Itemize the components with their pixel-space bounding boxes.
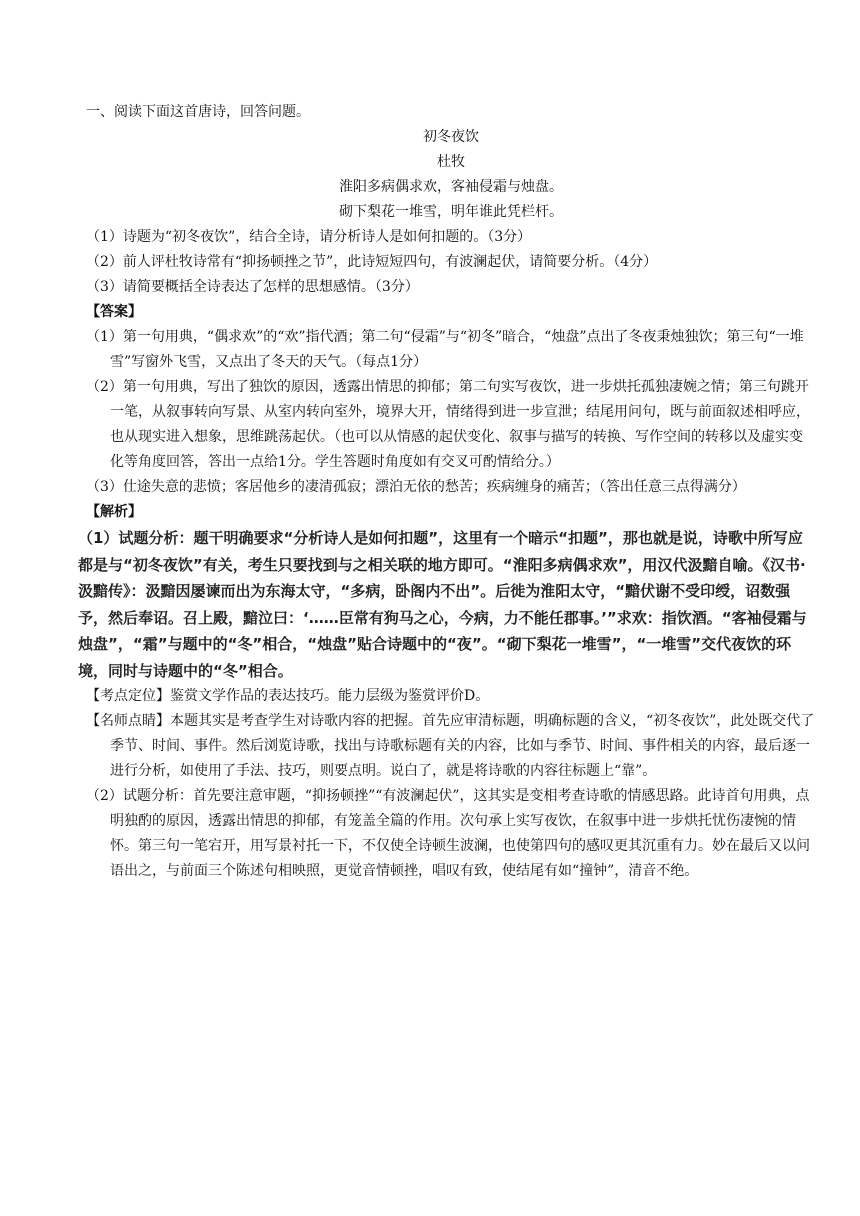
poem-line-1: 淮阳多病偶求欢，客袖侵霜与烛盘。 (339, 179, 563, 195)
answer-2: （2）第一句用典，写出了独饮的原因，透露出情思的抑郁；第二句实写夜饮，进一步烘托孤独凄婉之情；第三句跳开一笔，从叙事转向写景、从室内转向室外，境界大开，情绪得到进一步宣泄；结尾用问句，既与前面叙述相呼应，也从现实进入想象，思维跳荡起伏。（也可以从情感的起伏变化、叙事与描写的转换、写作空间的转移以及虚实变化等角度回答，答出一点给1分。学生答题时角度如有交叉可酌情给分。） (86, 379, 810, 470)
answer-label: 【答案】 (86, 304, 142, 320)
mingshi-label: 【名师点睛】 (86, 713, 170, 729)
analysis-2: （2）试题分析：首先要注意审题，“抑扬顿挫”“有波澜起伏”，这其实是变相考查诗歌的情感思路。此诗首句用典，点明独酌的原因，透露出情思的抑郁，有笼盖全篇的作用。次句承上实写夜饮，在叙事中进一步烘托忧伤凄惋的情怀。第三句一笔宕开，用写景衬托一下，不仅使全诗顿生波澜，也使第四句的感叹更其沉重有力。妙在最后又以问语出之，与前面三个陈述句相映照，更觉音情顿挫，唱叹有致，使结尾有如“撞钟”，清音不绝。 (86, 788, 810, 879)
answer-3: （3）仕途失意的悲愤；客居他乡的凄清孤寂；漂泊无依的愁苦；疾病缠身的痛苦；（答出任意三点得满分） (86, 479, 746, 495)
answer-1: （1）第一句用典，“偶求欢”的“欢”指代酒；第二句“侵霜”与“初冬”暗合，“烛盘”点出了冬夜秉烛独饮；第三句“一堆雪”写窗外飞雪，又点出了冬天的天气。（每点1分） (86, 329, 804, 370)
poem-line-2: 砌下梨花一堆雪，明年谁此凭栏杆。 (339, 204, 563, 220)
poem-author: 杜牧 (437, 154, 465, 170)
section-heading: 一、阅读下面这首唐诗，回答问题。 (86, 104, 310, 120)
question-1: （1）诗题为“初冬夜饮”，结合全诗，请分析诗人是如何扣题的。（3分） (86, 229, 532, 245)
analysis-1-scanned-text: （1）试题分析：题干明确要求“分析诗人是如何扣题”，这里有一个暗示“扣题”，那也就是说，诗歌中所写应都是与“初冬夜饮”有关，考生只要找到与之相关联的地方即可。“淮阳多病偶求欢”，用汉代汲黯自喻。《汉书·汲黯传》：汲黯因屡谏而出为东海太守，“多病，卧阁内不出”。后徙为淮阳太守，“黯伏谢不受印绶，诏数强予，然后奉诏。召上殿，黯泣曰：‘……臣常有狗马之心，今病，力不能任郡事。’”求欢：指饮酒。“客袖侵霜与烛盘”，“霜”与题中的“冬”相合，“烛盘”贴合诗题中的“夜”。“砌下梨花一堆雪”，“一堆雪”交代夜饮的环境，同时与诗题中的“冬”相合。 (78, 529, 807, 680)
analysis-label: 【解析】 (86, 504, 142, 520)
document-content (78, 100, 816, 884)
kaodian-label: 【考点定位】 (86, 688, 170, 704)
question-2: （2）前人评杜牧诗常有“抑扬顿挫之节”，此诗短短四句，有波澜起伏，请简要分析。（4分） (86, 254, 658, 270)
question-3: （3）请简要概括全诗表达了怎样的思想感情。（3分） (86, 279, 419, 295)
poem-title: 初冬夜饮 (423, 129, 479, 145)
kaodian-text: 鉴赏文学作品的表达技巧。能力层级为鉴赏评价D。 (170, 688, 490, 704)
mingshi-text: 本题其实是考查学生对诗歌内容的把握。首先应审清标题，明确标题的含义，“初冬夜饮”，此处既交代了季节、时间、事件。然后浏览诗歌，找出与诗歌标题有关的内容，比如与季节、时间、事件相关的内容，最后逐一进行分析，如使用了手法、技巧，则要点明。说白了，就是将诗歌的内容往标题上“靠”。 (110, 713, 815, 779)
mingshi-paragraph (86, 709, 816, 784)
kaodian-paragraph (86, 684, 816, 709)
